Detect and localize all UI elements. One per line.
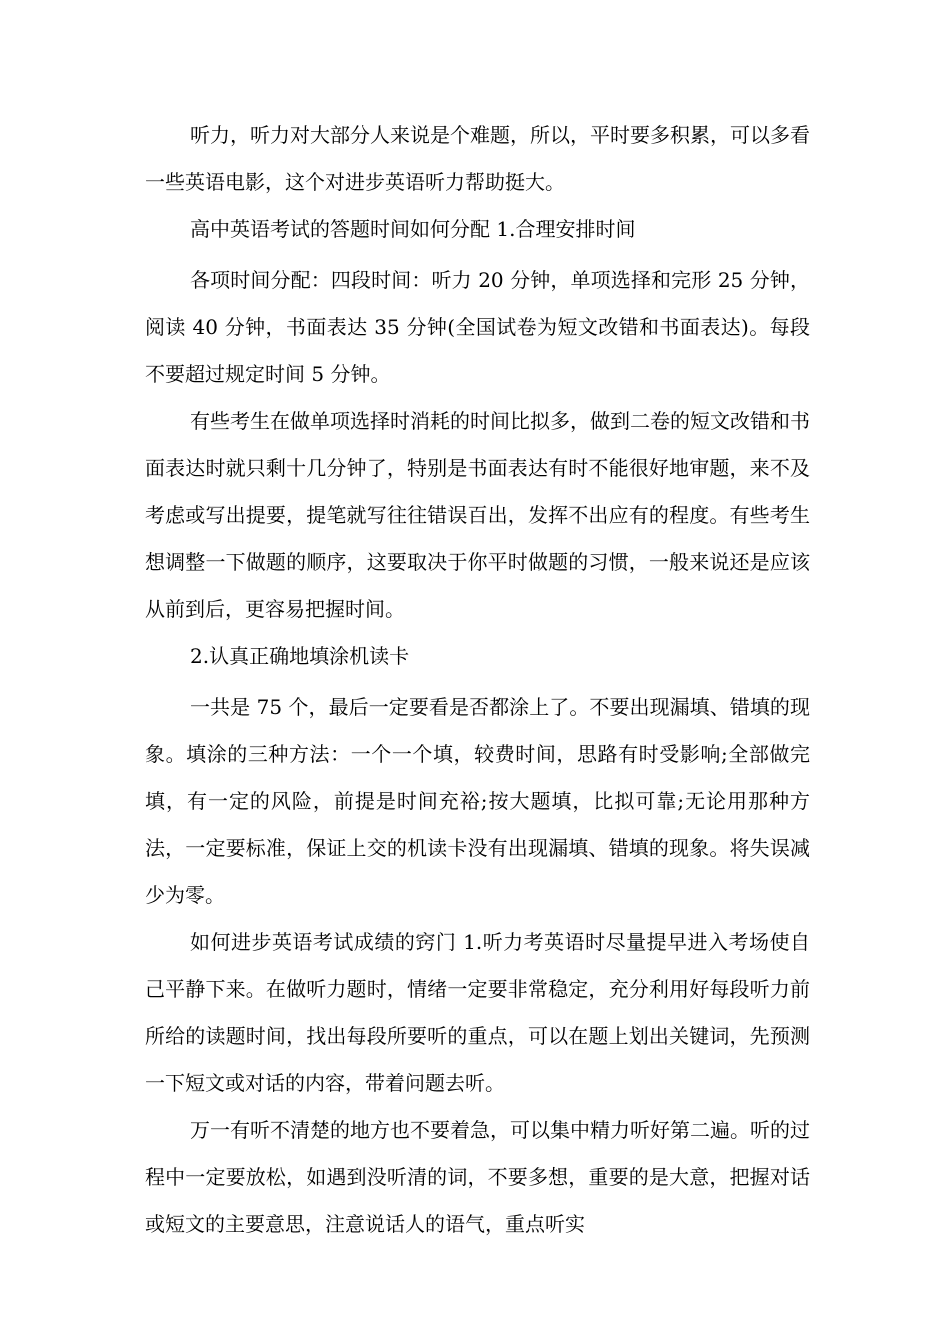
paragraph-time-allocation: 各项时间分配：四段时间：听力 20 分钟，单项选择和完形 25 分钟，阅读 40 分钟，书面表达 35 分钟(全国试卷为短文改错和书面表达)。每段不要超过规定时间 5 分钟。 — [145, 268, 810, 386]
paragraph-listening-tips: 万一有听不清楚的地方也不要着急，可以集中精力听好第二遍。听的过程中一定要放松，如遇到没听清的词，不要多想，重要的是大意，把握对话或短文的主要意思，注意说话人的语气，重点听实 — [145, 1118, 810, 1236]
document-page — [145, 112, 810, 1248]
paragraph-answer-card: 一共是 75 个，最后一定要看是否都涂上了。不要出现漏填、错填的现象。填涂的三种方法：一个一个填，较费时间，思路有时受影响;全部做完填，有一定的风险，前提是时间充裕;按大题填，比拟可靠;无论用那种方法，一定要标准，保证上交的机读卡没有出现漏填、错填的现象。将失误减少为零。 — [145, 695, 810, 907]
paragraph-time-allocation-heading: 高中英语考试的答题时间如何分配 1.合理安排时间 — [190, 217, 636, 241]
paragraph-time-advice: 有些考生在做单项选择时消耗的时间比拟多，做到二卷的短文改错和书面表达时就只剩十几分钟了，特别是书面表达有时不能很好地审题，来不及考虑或写出提要，提笔就写往往错误百出，发挥不出应有的程度。有些考生想调整一下做题的顺序，这要取决于你平时做题的习惯，一般来说还是应该从前到后，更容易把握时间。 — [145, 409, 810, 621]
paragraph-listening-intro: 听力，听力对大部分人来说是个难题，所以，平时要多积累，可以多看一些英语电影，这个对进步英语听力帮助挺大。 — [145, 123, 810, 194]
paragraph-score-tips: 如何进步英语考试成绩的窍门 1.听力考英语时尽量提早进入考场使自己平静下来。在做听力题时，情绪一定要非常稳定，充分利用好每段听力前所给的读题时间，找出每段所要听的重点，可以在题上划出关键词，先预测一下短文或对话的内容，带着问题去听。 — [145, 930, 810, 1095]
paragraph-answer-card-heading: 2.认真正确地填涂机读卡 — [190, 644, 410, 668]
